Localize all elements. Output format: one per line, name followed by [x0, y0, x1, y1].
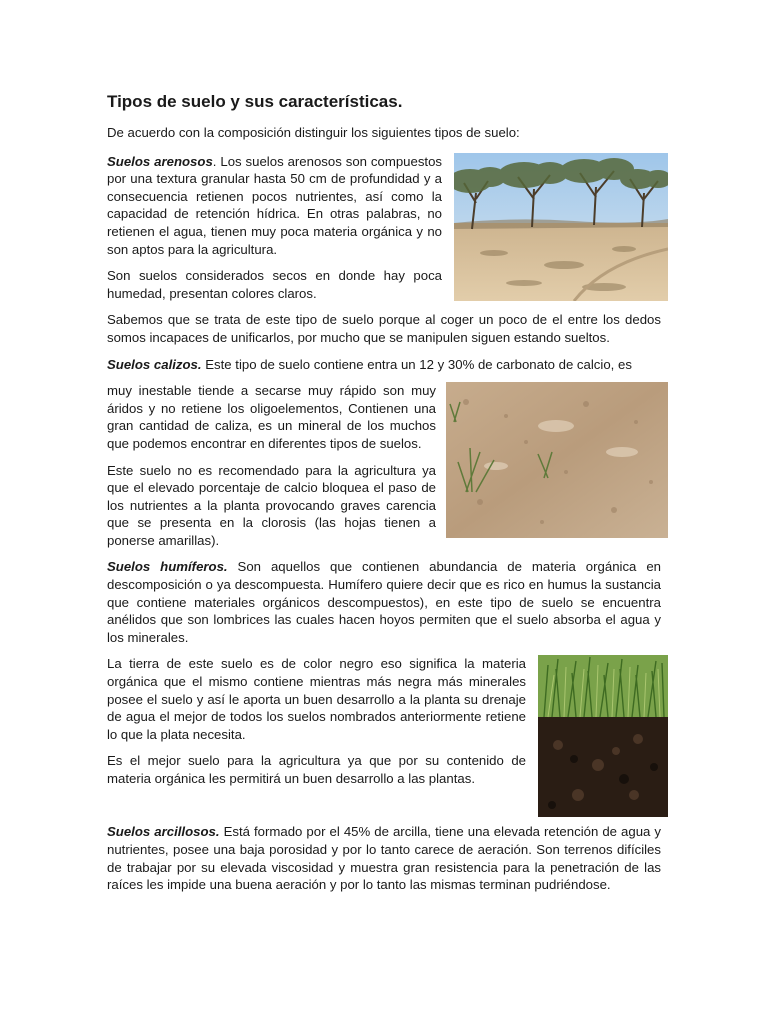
calizos-paragraph-2: Este suelo no es recomendado para la agricultura ya que el elevado porcentaje de calcio bloquea el paso de los nutrientes a la planta provocando graves carencia que se presenta en la clorosis (las hojas tienen a ponerse amarillas).: [107, 462, 436, 548]
humiferos-text: Son aquellos que contienen abundancia de materia orgánica en descomposición o ya descompuesta. Humífero quiere decir que es rico en humus la sustancia que contiene materiales orgánicos descompuestos), en este tipo de suelo se encuentra anélidos que son lombrices las cuales hacen hoyos permiten que el suelo absorba el agua y los minerales.: [107, 559, 661, 645]
calizos-paragraph-cont: muy inestable tiende a secarse muy rápido son muy áridos y no retiene los oligoelementos, Contienen una gran cantidad de caliza, es un mineral de los muchos que podemos encontrar en diferentes tipos de suelos.: [107, 383, 436, 451]
arenosos-paragraph-3: Sabemos que se trata de este tipo de suelo porque al coger un poco de el entre los dedos somos incapaces de unificarlos, por mucho que se manipulen siguen estando sueltos.: [107, 312, 661, 345]
page-title: Tipos de suelo y sus características.: [107, 92, 403, 111]
sandy-soil-photo: [454, 153, 668, 301]
calcareous-soil-photo: [446, 382, 668, 538]
intro-paragraph: De acuerdo con la composición distinguir los siguientes tipos de suelo:: [107, 125, 520, 140]
calizos-text-lead: Este tipo de suelo contiene entra un 12 y 30% de carbonato de calcio, es: [201, 356, 632, 372]
arcillosos-text: Está formado por el 45% de arcilla, tiene una elevada retención de agua y nutrientes, posee una baja porosidad y por lo tanto carece de aeración. Son terrenos difíciles de trabajar por su elevada viscosidad y muestra gran resistencia para la penetración de las raíces les impide una buena aeración y por lo tanto las mismas terminan pudriéndose.: [107, 824, 662, 893]
arenosos-term: Suelos arenosos: [107, 153, 213, 169]
calizos-paragraph: [107, 356, 661, 374]
document-body: [107, 92, 661, 903]
humiferos-term: Suelos humíferos.: [107, 559, 228, 575]
humus-soil-photo: [538, 655, 668, 817]
humiferos-paragraph-2: La tierra de este suelo es de color negro eso significa la materia orgánica que el mismo contiene mientras más negra más minerales posee el suelo y así le aporta un buen desarrollo a la planta su drenaje de agua el mejor de todos los suelos nombrados anteriormente retiene lo que la plata necesita.: [107, 656, 526, 742]
arenosos-text: . Los suelos arenosos son compuestos por una textura granular hasta 50 cm de profundidad y a consecuencia retienen pocos nutrientes, así como la capacidad de retención hídrica. En otras palabras, no retienen el agua, tienen muy poca materia orgánica y no son aptos para la agricultura.: [107, 153, 443, 257]
calizos-term: Suelos calizos.: [107, 356, 202, 372]
arcillosos-term: Suelos arcillosos.: [107, 824, 220, 840]
humiferos-paragraph-3: Es el mejor suelo para la agricultura ya que por su contenido de materia orgánica les permitirá un buen desarrollo a las plantas.: [107, 753, 526, 786]
humiferos-paragraph: [107, 558, 661, 646]
arenosos-paragraph-2: Son suelos considerados secos en donde hay poca humedad, presentan colores claros.: [107, 268, 442, 301]
arcillosos-paragraph: [107, 823, 661, 893]
